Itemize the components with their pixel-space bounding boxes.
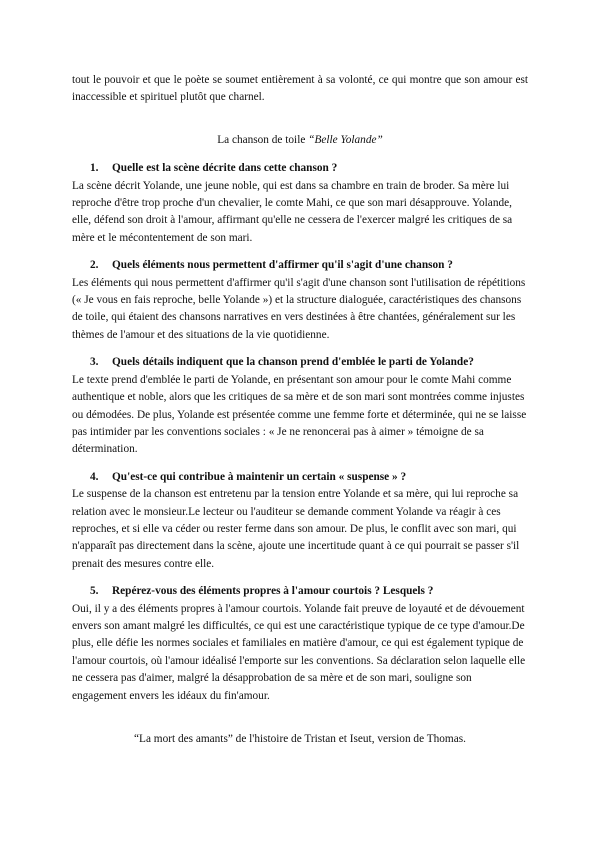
question-number: 4. [90,470,99,483]
question-text: Quels éléments nous permettent d'affirmer qu'il s'agit d'une chanson ? [112,259,453,272]
closing-title: “La mort des amants” de l'histoire de Tristan et Iseut, version de Thomas. [134,733,466,745]
intro-paragraph: tout le pouvoir et que le poète se soumet entièrement à sa volonté, ce qui montre que son amour est inaccessible et spirituel plutôt que charnel. [72,74,528,104]
question-heading [72,469,528,486]
question-block-1 [72,160,528,247]
question-heading [72,257,528,274]
question-text: Quels détails indiquent que la chanson prend d'emblée le parti de Yolande? [112,356,474,369]
song-title-name: “Belle Yolande” [308,133,383,146]
question-block-4 [72,469,528,573]
answer-paragraph: Le suspense de la chanson est entretenu par la tension entre Yolande et sa mère, qui lui reproche sa relation avec le monsieur.Le lecteur ou l'auditeur se demande comment Yolande va réagir à ces reproches, et si elle va céder ou rester ferme dans son amour. De plus, le conflit avec son mari, qui n'apparaît pas directement dans la scène, ajoute une incertitude quant à ce qui pourrait se passer s'il prenait des mesures contre elle. [72,488,520,570]
answer-paragraph: La scène décrit Yolande, une jeune noble, qui est dans sa chambre en train de broder. Sa mère lui reproche d'être trop proche d'un chevalier, le comte Mahi, ce que son mari désapprouve. Yolande, elle, défend son droit à l'amour, affirmant qu'elle ne cessera de l'exercer malgré les critiques de sa mère et le mécontentement de son mari. [72,179,513,244]
question-text: Qu'est-ce qui contribue à maintenir un certain « suspense » ? [112,470,407,483]
answer-paragraph: Le texte prend d'emblée le parti de Yolande, en présentant son amour pour le comte Mahi comme authentique et noble, alors que les critiques de sa mère et de son mari sont montrées comme injustes ou démodées. De plus, Yolande est présentée comme une femme forte et déterminée, qui ne se laisse pas intimider par les conventions sociales : « Je ne renoncerai pas à aimer » témoigne de sa détermination. [72,373,527,456]
document-page [72,72,528,760]
answer-paragraph: Oui, il y a des éléments propres à l'amour courtois. Yolande fait preuve de loyauté et de dévouement envers son amant malgré les difficultés, ce qui est une caractéristique typique de ce type d'amour.De plus, elle défie les normes sociales et familiales en matière d'amour, ce qui est également typique de l'amour courtois, où l'amour idéalisé l'emporte sur les conventions. Sa déclaration selon laquelle elle ne cessera pas d'aimer, malgré la désapprobation de sa mère et de son mari, souligne son engagement envers les idéaux du fin'amour. [72,602,526,702]
song-title [72,132,528,149]
question-heading [72,354,528,371]
question-text: Repérez-vous des éléments propres à l'amour courtois ? Lesquels ? [112,585,434,598]
question-block-5 [72,583,528,705]
question-heading [72,583,528,600]
question-text: Quelle est la scène décrite dans cette chanson ? [112,162,338,175]
question-number: 3. [90,356,99,369]
answer-paragraph: Les éléments qui nous permettent d'affirmer qu'il s'agit d'une chanson sont l'utilisation de répétitions (« Je vous en fais reproche, belle Yolande ») et la structure dialoguée, caractéristiques des chansons de toile, qui étaient des chansons narratives en vers destinées à être chantées, généralement sur les thèmes de l'amour et des situations de la vie quotidienne. [72,276,526,341]
question-block-3 [72,354,528,458]
question-block-2 [72,257,528,344]
question-number: 5. [90,585,99,598]
song-title-prefix: La chanson de toile [217,133,309,146]
question-heading [72,160,528,177]
question-number: 2. [90,259,99,272]
question-number: 1. [90,162,99,175]
